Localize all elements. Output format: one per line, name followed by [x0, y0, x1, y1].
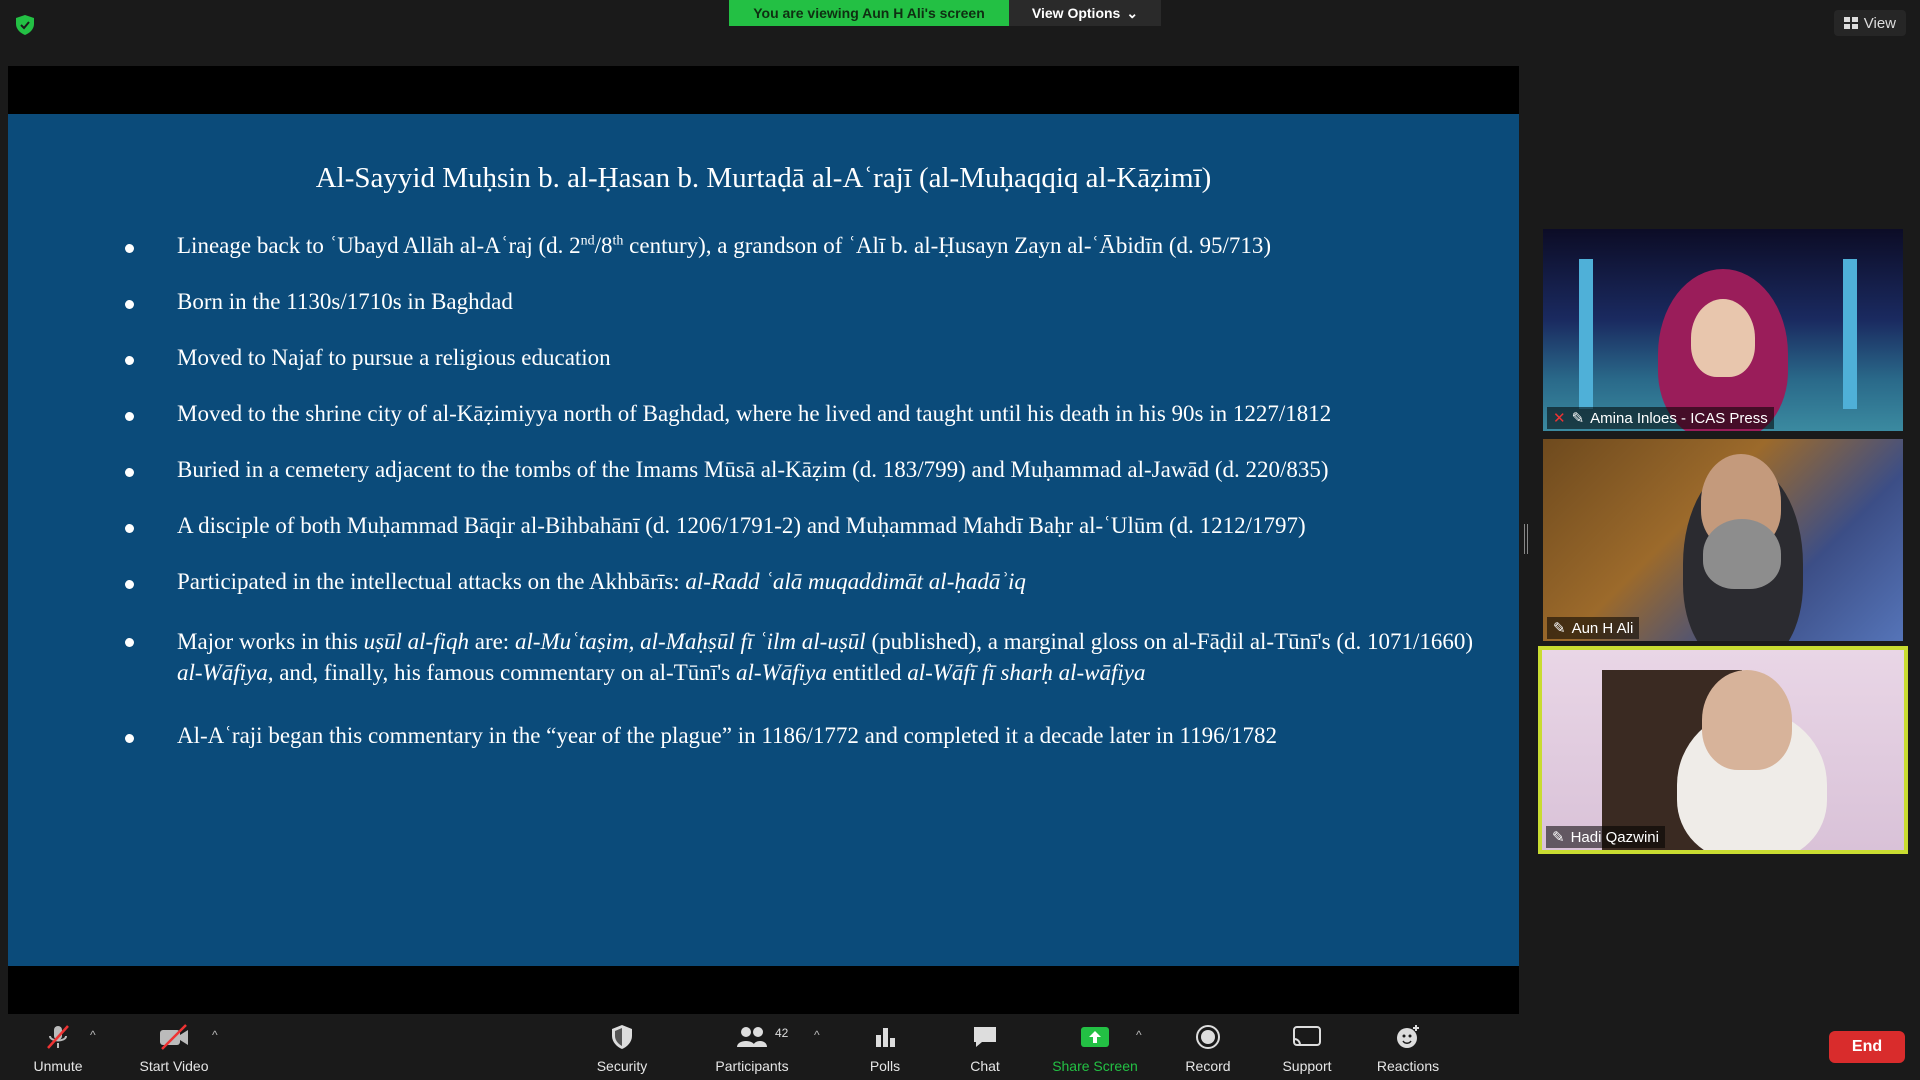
presentation-slide [8, 114, 1519, 966]
participant-name-label: ✕ ✎ Amina Inloes - ICAS Press [1547, 407, 1774, 429]
pin-icon: ✎ [1552, 829, 1565, 846]
bullet-dot-icon [125, 734, 134, 743]
participant-name-label: ✎ Aun H Ali [1547, 617, 1639, 639]
participants-count: 42 [775, 1026, 789, 1040]
meeting-toolbar [0, 1014, 1920, 1080]
start-video-button[interactable] [128, 1014, 220, 1080]
bullet-dot-icon [125, 356, 134, 365]
support-icon [1292, 1025, 1322, 1049]
slide-bullet: Moved to the shrine city of al-Kāẓimiyya north of Baghdad, where he lived and taught until his death in his 90s in 1227/1812 [121, 400, 1481, 428]
slide-bullet: Buried in a cemetery adjacent to the tombs of the Imams Mūsā al-Kāẓim (d. 183/799) and Muḥammad al-Jawād (d. 220/835) [121, 456, 1481, 484]
bullet-dot-icon [125, 244, 134, 253]
bullet-dot-icon [125, 524, 134, 533]
viewing-screen-banner: You are viewing Aun H Ali's screen [729, 0, 1009, 26]
slide-bullet: A disciple of both Muḥammad Bāqir al-Bihbahānī (d. 1206/1791-2) and Muḥammad Mahdī Baḥr al-ʿUlūm (d. 1212/1797) [121, 512, 1481, 540]
record-icon [1195, 1024, 1221, 1050]
slide-bullet: Major works in this uṣūl al-fiqh are: al-Muʿtaṣim, al-Maḥṣūl fī ʿilm al-uṣūl (published), a marginal gloss on al-Fāḍil al-Tūnī's (d. 1071/1660) al-Wāfiya, and, finally, his famous commentary on al-Tūnī's al-Wāfiya entitled al-Wāfī fī sharḥ al-wāfiya [121, 626, 1481, 688]
record-label: Record [1185, 1058, 1231, 1074]
slide-bullet: Lineage back to ʿUbayd Allāh al-Aʿraj (d. 2nd/8th century), a grandson of ʿAlī b. al-Ḥusayn Zayn al-ʿĀbidīn (d. 95/713) [121, 232, 1481, 260]
bullet-dot-icon [125, 638, 134, 647]
active-speaker-tile[interactable] [1538, 646, 1908, 854]
reactions-button[interactable] [1372, 1014, 1444, 1080]
participant-name-label: ✎ Hadi Qazwini [1546, 826, 1665, 848]
pin-icon: ✎ [1571, 410, 1585, 427]
participant-tile[interactable] [1543, 439, 1903, 641]
participants-label: Participants [715, 1058, 789, 1074]
support-button[interactable] [1274, 1014, 1340, 1080]
chevron-down-icon: ⌄ [1126, 4, 1139, 21]
slide-bullet: Born in the 1130s/1710s in Baghdad [121, 288, 1481, 316]
share-screen-label: Share Screen [1052, 1058, 1138, 1074]
mic-muted-icon: ✕ [1553, 410, 1566, 427]
chat-icon [971, 1024, 999, 1050]
view-button-label: View [1863, 14, 1896, 32]
reactions-icon [1394, 1023, 1422, 1051]
polls-icon [873, 1025, 897, 1049]
start-video-label: Start Video [139, 1058, 209, 1074]
chat-label: Chat [970, 1058, 1000, 1074]
shield-icon [610, 1024, 634, 1050]
slide-bullet: Participated in the intellectual attacks on the Akhbārīs: al-Radd ʿalā muqaddimāt al-ḥadāʾiq [121, 568, 1481, 596]
participants-button[interactable] [706, 1014, 798, 1080]
polls-label: Polls [869, 1058, 901, 1074]
view-options-button[interactable] [1009, 0, 1161, 26]
slide-bullet-list [121, 232, 1481, 778]
record-button[interactable] [1178, 1014, 1238, 1080]
security-label: Security [596, 1058, 648, 1074]
share-screen-button[interactable] [1046, 1014, 1144, 1080]
security-button[interactable] [584, 1014, 660, 1080]
view-options-label: View Options [1031, 5, 1121, 21]
participants-options-chevron-icon[interactable]: ^ [814, 1028, 820, 1042]
bullet-dot-icon [125, 412, 134, 421]
audio-options-chevron-icon[interactable]: ^ [90, 1028, 96, 1042]
view-button[interactable] [1834, 10, 1906, 36]
bullet-dot-icon [125, 300, 134, 309]
participant-tile[interactable] [1543, 229, 1903, 431]
polls-button[interactable] [860, 1014, 910, 1080]
reactions-label: Reactions [1376, 1058, 1440, 1074]
grid-icon [1844, 17, 1858, 29]
slide-title: Al-Sayyid Muḥsin b. al-Ḥasan b. Murtaḍā al-Aʿrajī (al-Muḥaqqiq al-Kāẓimī) [315, 162, 1212, 194]
mic-muted-icon [44, 1023, 72, 1051]
slide-bullet: Al-Aʿraji began this commentary in the “year of the plague” in 1186/1772 and completed it a decade later in 1196/1782 [121, 722, 1481, 750]
end-meeting-button[interactable]: End [1829, 1031, 1905, 1063]
video-off-icon [158, 1023, 190, 1051]
chat-button[interactable] [960, 1014, 1010, 1080]
encryption-shield-icon[interactable] [14, 14, 36, 36]
bullet-dot-icon [125, 468, 134, 477]
support-label: Support [1282, 1058, 1332, 1074]
share-options-chevron-icon[interactable]: ^ [1136, 1028, 1142, 1042]
pin-icon: ✎ [1553, 620, 1566, 637]
bullet-dot-icon [125, 580, 134, 589]
video-options-chevron-icon[interactable]: ^ [212, 1028, 218, 1042]
unmute-label: Unmute [33, 1058, 83, 1074]
share-screen-icon [1080, 1025, 1110, 1049]
participants-icon [735, 1025, 769, 1049]
panel-resize-handle[interactable] [1524, 524, 1528, 554]
unmute-button[interactable] [22, 1014, 94, 1080]
slide-bullet: Moved to Najaf to pursue a religious education [121, 344, 1481, 372]
